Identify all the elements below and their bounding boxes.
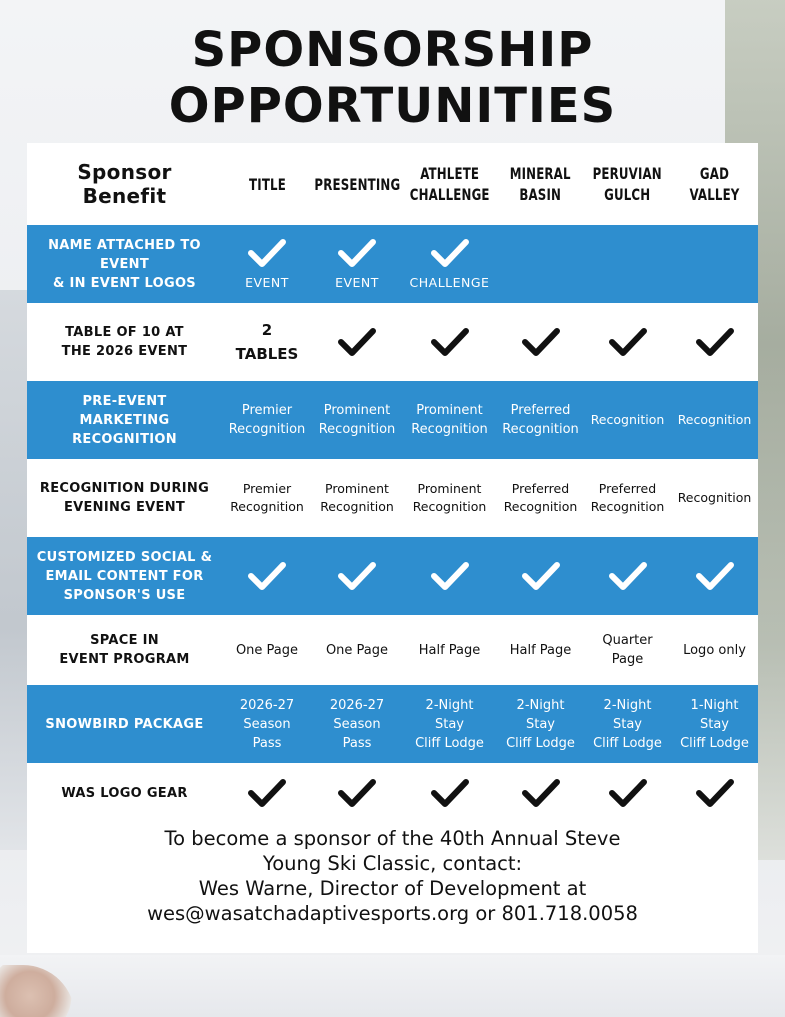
table-header-row (27, 143, 758, 225)
table-cell (584, 777, 671, 809)
contact-line: To become a sponsor of the 40th Annual Steve (164, 827, 621, 850)
table-cell (222, 777, 312, 809)
table-cell: 2 TABLES (235, 321, 299, 363)
table-cell (312, 777, 402, 809)
table-cell: 2026-27 Season Pass (239, 697, 295, 751)
check-icon (695, 777, 735, 809)
page-title-line2: OPPORTUNITIES (168, 78, 617, 134)
cell-text: EVENT (245, 274, 289, 290)
table-cell (402, 560, 497, 592)
contact-line: Young Ski Classic, contact: (262, 852, 523, 875)
table-row (27, 303, 758, 381)
column-header-presenting: PRESENTING (314, 174, 400, 194)
benefit-label: SNOWBIRD PACKAGE (45, 716, 204, 732)
check-icon (430, 326, 470, 358)
table-row (27, 763, 758, 823)
benefit-column-header: Sponsor Benefit (77, 160, 172, 208)
check-icon (521, 777, 561, 809)
table-cell: One Page (235, 642, 299, 658)
table-cell: Preferred Recognition (502, 403, 579, 437)
table-cell: Prominent Recognition (320, 481, 394, 514)
table-cell (671, 777, 758, 809)
table-cell (584, 560, 671, 592)
column-header-athlete-challenge: ATHLETE CHALLENGE (409, 164, 490, 204)
check-icon (521, 560, 561, 592)
table-cell: 2-Night Stay Cliff Lodge (593, 697, 662, 751)
table-cell (497, 560, 584, 592)
table-cell: 2-Night Stay Cliff Lodge (415, 697, 484, 751)
check-icon (337, 560, 377, 592)
table-cell: Prominent Recognition (411, 403, 488, 437)
table-cell: Prominent Recognition (318, 403, 396, 437)
table-cell: Half Page (509, 642, 572, 658)
check-icon (695, 326, 735, 358)
table-row (27, 615, 758, 685)
column-header-mineral-basin: MINERAL BASIN (510, 164, 571, 204)
contact-info (27, 826, 758, 926)
table-cell (222, 560, 312, 592)
check-icon (337, 237, 377, 269)
table-cell: Recognition (677, 490, 752, 505)
table-row (27, 381, 758, 459)
table-cell: Prominent Recognition (412, 481, 487, 514)
table-cell (671, 560, 758, 592)
benefit-label: SPACE IN EVENT PROGRAM (59, 633, 190, 667)
page-title (0, 22, 785, 134)
table-cell (312, 237, 402, 292)
table-cell: Recognition (590, 412, 665, 427)
check-icon (608, 326, 648, 358)
table-cell (402, 326, 497, 358)
table-cell (222, 237, 312, 292)
table-cell (497, 777, 584, 809)
check-icon (247, 777, 287, 809)
check-icon (521, 326, 561, 358)
table-cell (312, 326, 402, 358)
contact-email-phone[interactable]: wes@wasatchadaptivesports.org or 801.718.0058 (147, 902, 638, 925)
benefit-label: PRE-EVENT MARKETING RECOGNITION (72, 393, 177, 447)
cell-text: EVENT (335, 274, 379, 290)
check-icon (430, 237, 470, 269)
page-title-line1: SPONSORSHIP (191, 22, 594, 78)
benefit-label: CUSTOMIZED SOCIAL & EMAIL CONTENT FOR SPONSOR'S USE (36, 549, 213, 603)
table-cell: Premier Recognition (230, 481, 304, 514)
table-row (27, 537, 758, 615)
check-icon (695, 560, 735, 592)
table-row (27, 225, 758, 303)
check-icon (247, 560, 287, 592)
check-icon (247, 237, 287, 269)
table-cell: Preferred Recognition (503, 481, 578, 514)
table-cell: Half Page (418, 642, 481, 658)
benefit-label: RECOGNITION DURING EVENING EVENT (39, 481, 210, 515)
table-cell: 2026-27 Season Pass (329, 697, 385, 751)
column-header-title: TITLE (248, 174, 286, 194)
column-header-peruvian-gulch: PERUVIAN GULCH (592, 164, 663, 204)
table-cell (312, 560, 402, 592)
table-row (27, 685, 758, 763)
table-cell: One Page (325, 642, 389, 658)
column-header-gad-valley: GAD VALLEY (689, 164, 740, 204)
table-cell (402, 237, 497, 292)
check-icon (430, 560, 470, 592)
background-slope (0, 290, 30, 850)
table-cell: Logo only (683, 642, 746, 658)
table-cell: Premier Recognition (228, 403, 306, 437)
check-icon (608, 560, 648, 592)
contact-line: Wes Warne, Director of Development at (198, 877, 587, 900)
background-snow (0, 955, 785, 1017)
table-cell: Recognition (677, 412, 752, 427)
benefit-label: TABLE OF 10 AT THE 2026 EVENT (61, 325, 188, 359)
benefit-label: NAME ATTACHED TO EVENT & IN EVENT LOGOS (48, 237, 201, 291)
table-cell: 2-Night Stay Cliff Lodge (506, 697, 575, 751)
check-icon (608, 777, 648, 809)
table-cell: 1-Night Stay Cliff Lodge (680, 697, 749, 751)
check-icon (337, 326, 377, 358)
table-cell (402, 777, 497, 809)
table-row (27, 459, 758, 537)
table-cell: Quarter Page (602, 633, 653, 667)
table-cell: Preferred Recognition (590, 481, 665, 514)
check-icon (430, 777, 470, 809)
table-cell (671, 326, 758, 358)
cell-text: CHALLENGE (409, 274, 490, 290)
table-cell (584, 326, 671, 358)
benefit-label: WAS LOGO GEAR (61, 785, 188, 801)
table-cell (497, 326, 584, 358)
check-icon (337, 777, 377, 809)
